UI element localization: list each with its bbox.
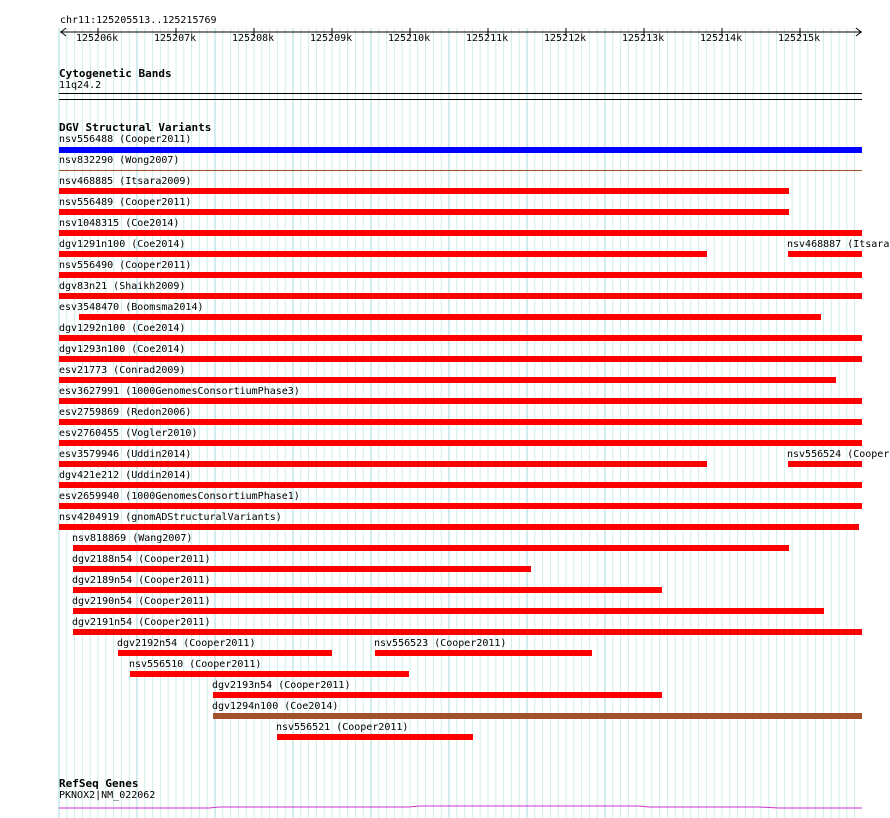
variant-bar[interactable] <box>59 293 862 299</box>
variant-label[interactable]: dgv2189n54 (Cooper2011) <box>72 575 211 586</box>
variant-label[interactable]: nsv556524 (Cooper <box>787 449 890 460</box>
ruler-tick-label: 125208k <box>232 33 275 44</box>
ruler-tick-label: 125215k <box>778 33 821 44</box>
variant-label[interactable]: nsv468885 (Itsara2009) <box>59 176 192 187</box>
variant-bar[interactable] <box>73 566 531 572</box>
variant-label[interactable]: dgv2191n54 (Cooper2011) <box>72 617 211 628</box>
refseq-gene-label[interactable]: PKNOX2|NM_022062 <box>59 790 156 801</box>
variant-bar[interactable] <box>213 692 662 698</box>
variant-label[interactable]: dgv1292n100 (Coe2014) <box>59 323 186 334</box>
cytoband-track-line-2 <box>59 99 862 100</box>
variant-bar[interactable] <box>59 461 707 467</box>
variant-bar[interactable] <box>277 734 473 740</box>
variant-label[interactable]: dgv1293n100 (Coe2014) <box>59 344 186 355</box>
variant-label[interactable]: esv3548470 (Boomsma2014) <box>59 302 204 313</box>
ruler-tick-label: 125213k <box>622 33 665 44</box>
cytoband-track-line[interactable] <box>59 93 862 94</box>
variant-bar[interactable] <box>79 314 821 320</box>
variant-label[interactable]: nsv556523 (Cooper2011) <box>374 638 507 649</box>
variant-bar[interactable] <box>59 209 789 215</box>
variant-bar[interactable] <box>59 335 862 341</box>
variant-label[interactable]: nsv556490 (Cooper2011) <box>59 260 192 271</box>
variant-bar[interactable] <box>73 545 789 551</box>
variant-label[interactable]: esv21773 (Conrad2009) <box>59 365 186 376</box>
location-label: chr11:125205513..125215769 <box>60 15 217 26</box>
variant-label[interactable]: esv2759869 (Redon2006) <box>59 407 192 418</box>
ruler-tick-label: 125207k <box>154 33 197 44</box>
variant-bar[interactable] <box>59 170 862 171</box>
dgv-title: DGV Structural Variants <box>59 121 212 134</box>
variant-bar[interactable] <box>73 608 824 614</box>
variant-bar[interactable] <box>130 671 409 677</box>
variant-bar[interactable] <box>73 629 862 635</box>
ruler-tick-label: 125210k <box>388 33 431 44</box>
variant-bar[interactable] <box>59 188 789 194</box>
variant-label[interactable]: nsv556489 (Cooper2011) <box>59 197 192 208</box>
variant-label[interactable]: dgv2188n54 (Cooper2011) <box>72 554 211 565</box>
variant-bar[interactable] <box>59 503 862 509</box>
variant-label[interactable]: esv3579946 (Uddin2014) <box>59 449 192 460</box>
variant-label[interactable]: nsv556510 (Cooper2011) <box>129 659 262 670</box>
variant-bar[interactable] <box>59 230 862 236</box>
refseq-title: RefSeq Genes <box>59 777 139 790</box>
variant-bar[interactable] <box>213 713 862 719</box>
variant-bar[interactable] <box>788 461 862 467</box>
variant-bar[interactable] <box>788 251 862 257</box>
variant-label[interactable]: dgv2190n54 (Cooper2011) <box>72 596 211 607</box>
variant-label[interactable]: dgv2193n54 (Cooper2011) <box>212 680 351 691</box>
ruler-tick-label: 125206k <box>76 33 119 44</box>
variant-bar[interactable] <box>59 398 862 404</box>
variant-label[interactable]: dgv421e212 (Uddin2014) <box>59 470 192 481</box>
variant-label[interactable]: dgv83n21 (Shaikh2009) <box>59 281 186 292</box>
variant-bar[interactable] <box>59 147 862 153</box>
variant-bar[interactable] <box>118 650 332 656</box>
variant-bar[interactable] <box>59 440 862 446</box>
ruler-tick-label: 125212k <box>544 33 587 44</box>
variant-bar[interactable] <box>73 587 662 593</box>
variant-bar[interactable] <box>375 650 592 656</box>
variant-bar[interactable] <box>59 482 862 488</box>
cytogenetic-bands-title: Cytogenetic Bands <box>59 67 172 80</box>
variant-label[interactable]: nsv1048315 (Coe2014) <box>59 218 180 229</box>
variant-bar[interactable] <box>59 377 836 383</box>
variant-label[interactable]: esv3627991 (1000GenomesConsortiumPhase3) <box>59 386 300 397</box>
variant-bar[interactable] <box>59 524 859 530</box>
variant-label[interactable]: nsv468887 (Itsara <box>787 239 890 250</box>
ruler-tick-label: 125214k <box>700 33 743 44</box>
variant-bar[interactable] <box>59 272 862 278</box>
variant-label[interactable]: nsv818869 (Wang2007) <box>72 533 193 544</box>
cytoband-label: 11q24.2 <box>59 80 102 91</box>
variant-label[interactable]: nsv556488 (Cooper2011) <box>59 134 192 145</box>
variant-label[interactable]: dgv1294n100 (Coe2014) <box>212 701 339 712</box>
variant-label[interactable]: nsv4204919 (gnomADStructuralVariants) <box>59 512 282 523</box>
variant-bar[interactable] <box>59 251 707 257</box>
variant-label[interactable]: dgv2192n54 (Cooper2011) <box>117 638 256 649</box>
variant-label[interactable]: esv2760455 (Vogler2010) <box>59 428 198 439</box>
variant-label[interactable]: nsv832290 (Wong2007) <box>59 155 180 166</box>
variant-bar[interactable] <box>59 419 862 425</box>
ruler-tick-label: 125211k <box>466 33 509 44</box>
variant-bar[interactable] <box>59 356 862 362</box>
refseq-gene-line[interactable] <box>59 800 863 810</box>
variant-label[interactable]: nsv556521 (Cooper2011) <box>276 722 409 733</box>
ruler-tick-label: 125209k <box>310 33 353 44</box>
variant-label[interactable]: dgv1291n100 (Coe2014) <box>59 239 186 250</box>
variant-label[interactable]: esv2659940 (1000GenomesConsortiumPhase1) <box>59 491 300 502</box>
